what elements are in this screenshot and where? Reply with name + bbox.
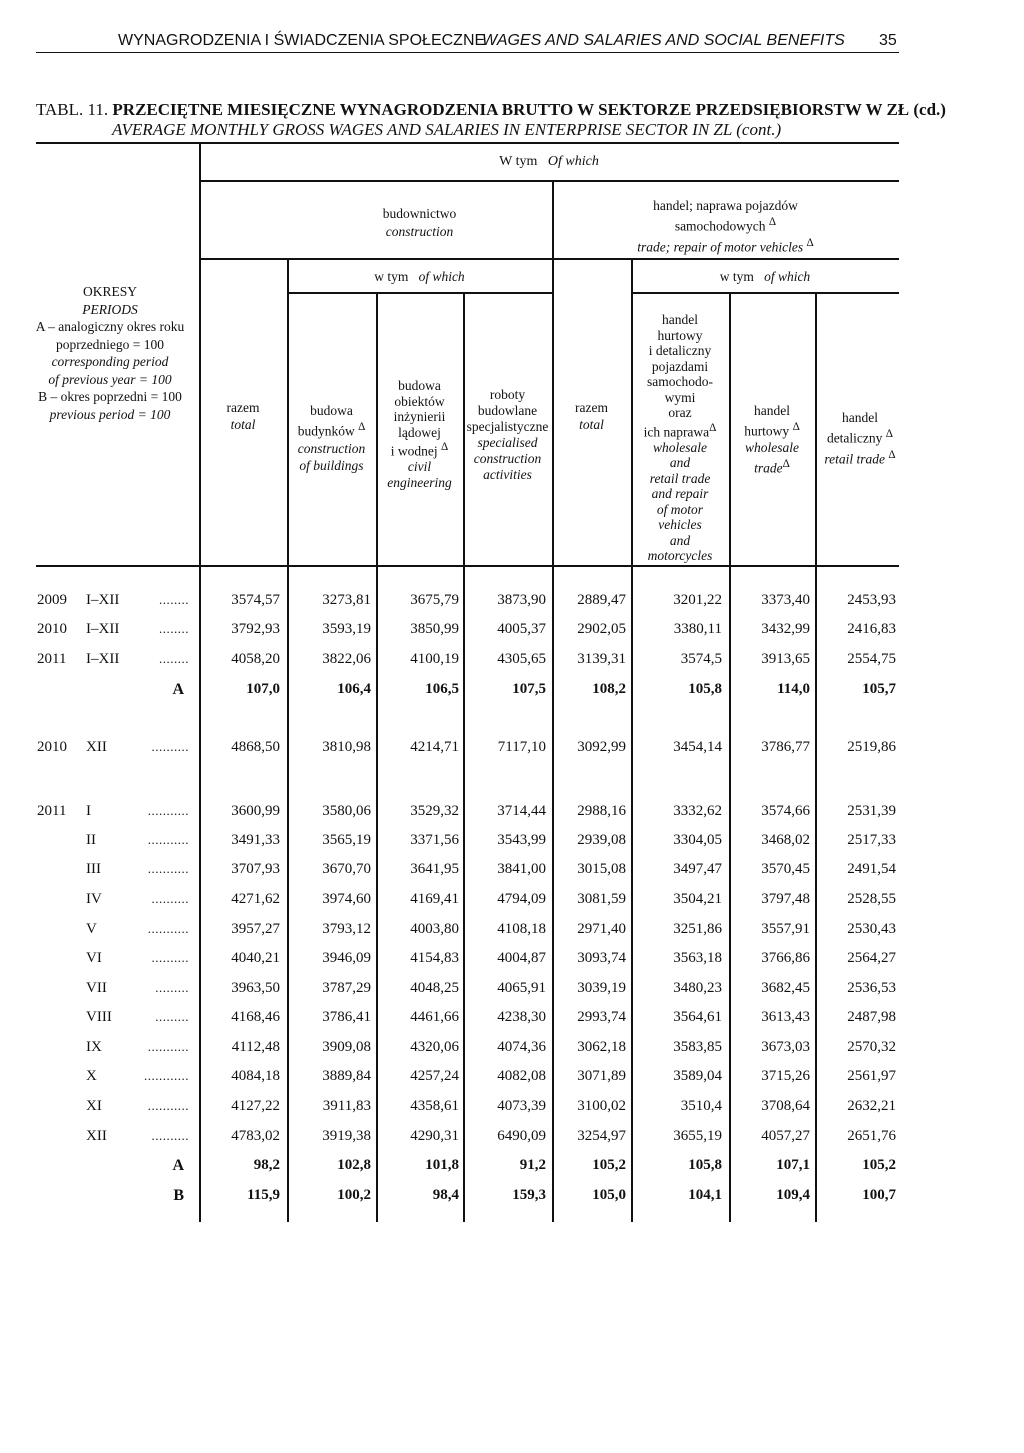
table-cell: 3092,99 xyxy=(577,739,626,755)
table-row xyxy=(0,803,1024,825)
table-cell: 2416,83 xyxy=(847,621,896,637)
rule-h-sub1 xyxy=(287,292,552,294)
table-cell: 2561,97 xyxy=(847,1068,896,1084)
table-cell: 105,2 xyxy=(592,1157,626,1173)
table-cell: 3963,50 xyxy=(231,980,280,996)
table-cell: 105,7 xyxy=(862,681,896,697)
header-construction-of-which: w tym of which xyxy=(374,269,465,284)
row-period: I–XII xyxy=(86,592,120,608)
table-cell: 4783,02 xyxy=(231,1128,280,1144)
table-cell: 3911,83 xyxy=(322,1098,371,1114)
table-cell: 4073,39 xyxy=(497,1098,546,1114)
rule-h-groups xyxy=(199,258,899,260)
table-cell: 3380,11 xyxy=(673,621,722,637)
table-cell: 114,0 xyxy=(777,681,810,697)
table-cell: 4154,83 xyxy=(410,950,459,966)
table-cell: 3510,4 xyxy=(680,1098,722,1114)
table-cell: 2971,40 xyxy=(577,921,626,937)
col-header-wholesale-retail-repair: handel hurtowy i detaliczny pojazdami samochodo- wymi oraz ich naprawa$^\Delta$ wholesale and retail trade and repair of motor vehicles and motorcycles xyxy=(643,312,717,563)
table-cell: 107,5 xyxy=(512,681,546,697)
table-cell: 100,2 xyxy=(337,1187,371,1203)
table-cell: 4048,25 xyxy=(410,980,459,996)
table-cell: 3565,19 xyxy=(322,832,371,848)
table-cell: 3786,41 xyxy=(322,1009,371,1025)
row-leader-dots: ........... xyxy=(147,1098,189,1113)
table-cell: 3841,00 xyxy=(497,861,546,877)
col-header-construction-total: razem total xyxy=(226,400,260,432)
running-header xyxy=(36,30,899,53)
row-leader-dots: ........ xyxy=(159,621,189,636)
row-year: 2011 xyxy=(37,803,67,819)
table-cell: 4058,20 xyxy=(231,651,280,667)
row-leader-dots: ........... xyxy=(147,861,189,876)
table-row xyxy=(0,950,1024,972)
table-cell: 3675,79 xyxy=(410,592,459,608)
table-cell: 107,0 xyxy=(246,681,280,697)
table-cell: 3201,22 xyxy=(673,592,722,608)
table-cell: 3707,93 xyxy=(231,861,280,877)
table-cell: 102,8 xyxy=(337,1157,371,1173)
table-cell: 3580,06 xyxy=(322,803,371,819)
table-cell: 3708,64 xyxy=(761,1098,810,1114)
table-row xyxy=(0,832,1024,854)
table-cell: 2517,33 xyxy=(847,832,896,848)
table-cell: 3913,65 xyxy=(761,651,810,667)
table-row xyxy=(0,1039,1024,1061)
table-cell: 3100,02 xyxy=(577,1098,626,1114)
row-leader-dots: ......... xyxy=(155,1009,189,1024)
table-cell: 98,2 xyxy=(253,1157,280,1173)
table-title-en: AVERAGE MONTHLY GROSS WAGES AND SALARIES IN ENTERPRISE SECTOR IN ZL (cont.) xyxy=(112,120,782,139)
table-cell: 4003,80 xyxy=(410,921,459,937)
table-row xyxy=(0,921,1024,943)
row-leader-dots: ............ xyxy=(144,1068,189,1083)
table-cell: 3563,18 xyxy=(673,950,722,966)
table-cell: 3529,32 xyxy=(410,803,459,819)
rule-h-sub2 xyxy=(631,292,899,294)
col-header-trade-total: razem total xyxy=(575,400,608,432)
table-cell: 4112,48 xyxy=(231,1039,280,1055)
table-cell: 3589,04 xyxy=(673,1068,722,1084)
header-trade-of-which: w tym of which xyxy=(719,269,811,284)
header-construction: budownictwo construction xyxy=(382,206,457,239)
table-cell: 3371,56 xyxy=(410,832,459,848)
header-trade: handel; naprawa pojazdów samochodowych $^\Delta$ trade; repair of motor vehicles $^\Delta$ xyxy=(637,198,814,254)
row-period: X xyxy=(86,1068,97,1084)
table-cell: 3670,70 xyxy=(322,861,371,877)
table-row xyxy=(0,681,1024,703)
table-cell: 2530,43 xyxy=(847,921,896,937)
table-cell: 3071,89 xyxy=(577,1068,626,1084)
row-period: B xyxy=(173,1187,184,1204)
table-cell: 3715,26 xyxy=(761,1068,810,1084)
table-cell: 2528,55 xyxy=(847,891,896,907)
table-row xyxy=(0,1128,1024,1150)
table-cell: 4082,08 xyxy=(497,1068,546,1084)
table-cell: 2453,93 xyxy=(847,592,896,608)
row-period: VII xyxy=(86,980,107,996)
table-cell: 3797,48 xyxy=(761,891,810,907)
table-cell: 4065,91 xyxy=(497,980,546,996)
table-cell: 2536,53 xyxy=(847,980,896,996)
table-row xyxy=(0,1009,1024,1031)
table-cell: 3304,05 xyxy=(673,832,722,848)
table-cell: 91,2 xyxy=(519,1157,546,1173)
row-period: VI xyxy=(86,950,102,966)
row-leader-dots: ........... xyxy=(147,832,189,847)
table-cell: 3600,99 xyxy=(231,803,280,819)
table-cell: 3682,45 xyxy=(761,980,810,996)
table-row xyxy=(0,651,1024,673)
table-cell: 2902,05 xyxy=(577,621,626,637)
table-cell: 3810,98 xyxy=(322,739,371,755)
table-cell: 4305,65 xyxy=(497,651,546,667)
table-cell: 3480,23 xyxy=(673,980,722,996)
table-cell: 4004,87 xyxy=(497,950,546,966)
table-cell: 104,1 xyxy=(688,1187,722,1203)
table-cell: 3332,62 xyxy=(673,803,722,819)
running-header-left: WYNAGRODZENIA I ŚWIADCZENIA SPOŁECZNE xyxy=(118,32,486,49)
table-cell: 105,2 xyxy=(862,1157,896,1173)
table-title-pl xyxy=(36,100,946,120)
table-cell: 3787,29 xyxy=(322,980,371,996)
table-cell: 3793,12 xyxy=(322,921,371,937)
table-cell: 3792,93 xyxy=(231,621,280,637)
table-cell: 159,3 xyxy=(512,1187,546,1203)
title-rule xyxy=(36,142,899,144)
table-cell: 4108,18 xyxy=(497,921,546,937)
table-cell: 2554,75 xyxy=(847,651,896,667)
table-cell: 3093,74 xyxy=(577,950,626,966)
table-cell: 4074,36 xyxy=(497,1039,546,1055)
table-number: TABL. 11. xyxy=(36,100,109,119)
table-row xyxy=(0,891,1024,913)
table-cell: 2487,98 xyxy=(847,1009,896,1025)
table-cell: 107,1 xyxy=(776,1157,810,1173)
table-cell: 106,5 xyxy=(425,681,459,697)
row-leader-dots: ........... xyxy=(147,921,189,936)
table-cell: 3822,06 xyxy=(322,651,371,667)
table-cell: 108,2 xyxy=(592,681,626,697)
table-cell: 3850,99 xyxy=(410,621,459,637)
page-number: 35 xyxy=(879,32,897,49)
table-cell: 4320,06 xyxy=(410,1039,459,1055)
table-cell: 106,4 xyxy=(337,681,371,697)
row-period: XII xyxy=(86,1128,107,1144)
col-header-buildings: budowa budynków $^\Delta$ construction of buildings xyxy=(297,403,366,473)
table-cell: 3081,59 xyxy=(577,891,626,907)
table-cell: 4271,62 xyxy=(231,891,280,907)
table-cell: 3613,43 xyxy=(761,1009,810,1025)
row-period: A xyxy=(172,1157,184,1174)
table-cell: 3254,97 xyxy=(577,1128,626,1144)
table-cell: 3251,86 xyxy=(673,921,722,937)
table-cell: 2491,54 xyxy=(847,861,896,877)
row-leader-dots: .......... xyxy=(151,739,189,754)
row-leader-dots: .......... xyxy=(151,891,189,906)
table-cell: 3593,19 xyxy=(322,621,371,637)
row-leader-dots: ........... xyxy=(147,1039,189,1054)
table-cell: 4168,46 xyxy=(231,1009,280,1025)
table-row xyxy=(0,1187,1024,1209)
table-cell: 4169,41 xyxy=(410,891,459,907)
table-cell: 2564,27 xyxy=(847,950,896,966)
table-cell: 4238,30 xyxy=(497,1009,546,1025)
row-period: IX xyxy=(86,1039,102,1055)
row-period: VIII xyxy=(86,1009,112,1025)
table-row xyxy=(0,1068,1024,1090)
header-of-which: W tym Of which xyxy=(499,154,599,169)
table-cell: 4100,19 xyxy=(410,651,459,667)
table-cell: 105,8 xyxy=(688,1157,722,1173)
table-cell: 2988,16 xyxy=(577,803,626,819)
table-cell: 100,7 xyxy=(862,1187,896,1203)
table-cell: 3714,44 xyxy=(497,803,546,819)
table-cell: 4794,09 xyxy=(497,891,546,907)
table-cell: 109,4 xyxy=(776,1187,810,1203)
table-cell: 3673,03 xyxy=(761,1039,810,1055)
table-row xyxy=(0,592,1024,614)
row-leader-dots: ........... xyxy=(147,803,189,818)
table-cell: 4127,22 xyxy=(231,1098,280,1114)
col-header-civil-engineering: budowa obiektów inżynierii lądowej i wodnej $^\Delta$ civil engineering xyxy=(387,378,452,490)
row-year: 2011 xyxy=(37,651,67,667)
rule-h-ofwhich xyxy=(199,180,899,182)
row-year: 2010 xyxy=(37,621,67,637)
table-cell: 4868,50 xyxy=(231,739,280,755)
table-cell: 3873,90 xyxy=(497,592,546,608)
table-cell: 6490,09 xyxy=(497,1128,546,1144)
row-period: XII xyxy=(86,739,107,755)
row-period: I–XII xyxy=(86,651,120,667)
table-cell: 2939,08 xyxy=(577,832,626,848)
table-cell: 3497,47 xyxy=(673,861,722,877)
table-cell: 101,8 xyxy=(425,1157,459,1173)
table-cell: 3909,08 xyxy=(322,1039,371,1055)
row-leader-dots: ........ xyxy=(159,651,189,666)
table-cell: 3543,99 xyxy=(497,832,546,848)
table-cell: 4290,31 xyxy=(410,1128,459,1144)
table-cell: 2632,21 xyxy=(847,1098,896,1114)
row-leader-dots: .......... xyxy=(151,950,189,965)
table-row xyxy=(0,1157,1024,1179)
table-cell: 3641,95 xyxy=(410,861,459,877)
table-cell: 3574,57 xyxy=(231,592,280,608)
table-cell: 3504,21 xyxy=(673,891,722,907)
table-cell: 4057,27 xyxy=(761,1128,810,1144)
table-cell: 3273,81 xyxy=(322,592,371,608)
table-row xyxy=(0,1098,1024,1120)
row-leader-dots: .......... xyxy=(151,1128,189,1143)
table-cell: 3583,85 xyxy=(673,1039,722,1055)
table-cell: 2519,86 xyxy=(847,739,896,755)
table-cell: 2889,47 xyxy=(577,592,626,608)
table-cell: 105,0 xyxy=(592,1187,626,1203)
table-cell: 3468,02 xyxy=(761,832,810,848)
table-row xyxy=(0,861,1024,883)
table-cell: 3786,77 xyxy=(761,739,810,755)
col-header-wholesale: handel hurtowy $^\Delta$ wholesale trade$^\Delta$ xyxy=(744,403,800,475)
table-cell: 3373,40 xyxy=(761,592,810,608)
table-row xyxy=(0,739,1024,761)
running-header-middle: WAGES AND SALARIES AND SOCIAL BENEFITS xyxy=(482,32,845,49)
row-period: V xyxy=(86,921,97,937)
row-period: A xyxy=(172,681,184,698)
row-period: XI xyxy=(86,1098,102,1114)
col-header-specialised: roboty budowlane specjalistyczne specialised construction activities xyxy=(466,387,549,482)
table-cell: 105,8 xyxy=(688,681,722,697)
row-period: III xyxy=(86,861,101,877)
table-cell: 3015,08 xyxy=(577,861,626,877)
table-cell: 4461,66 xyxy=(410,1009,459,1025)
table-title-pl-text: PRZECIĘTNE MIESIĘCZNE WYNAGRODZENIA BRUTTO W SEKTORZE PRZEDSIĘBIORSTW W ZŁ (cd.) xyxy=(112,100,946,119)
table-cell: 3570,45 xyxy=(761,861,810,877)
table-cell: 4358,61 xyxy=(410,1098,459,1114)
row-year: 2010 xyxy=(37,739,67,755)
table-row xyxy=(0,980,1024,1002)
table-cell: 3039,19 xyxy=(577,980,626,996)
table-cell: 2570,32 xyxy=(847,1039,896,1055)
table-cell: 2651,76 xyxy=(847,1128,896,1144)
row-period: I xyxy=(86,803,91,819)
col-header-retail: handel detaliczny $^\Delta$ retail trade $^\Delta$ xyxy=(824,410,896,466)
row-leader-dots: ......... xyxy=(155,980,189,995)
table-cell: 2993,74 xyxy=(577,1009,626,1025)
row-period: IV xyxy=(86,891,102,907)
table-cell: 4214,71 xyxy=(410,739,459,755)
table-cell: 98,4 xyxy=(432,1187,459,1203)
table-cell: 4257,24 xyxy=(410,1068,459,1084)
row-leader-dots: ........ xyxy=(159,592,189,607)
table-cell: 3454,14 xyxy=(673,739,722,755)
table-cell: 3957,27 xyxy=(231,921,280,937)
stub-header: OKRESY PERIODS A – analogiczny okres roku poprzedniego = 100 corresponding period of previous year = 100 B – okres poprzedni = 100 previous period = 100 xyxy=(35,284,185,422)
table-cell: 3062,18 xyxy=(577,1039,626,1055)
table-cell: 115,9 xyxy=(247,1187,280,1203)
table-cell: 4084,18 xyxy=(231,1068,280,1084)
table-cell: 3919,38 xyxy=(322,1128,371,1144)
row-period: II xyxy=(86,832,96,848)
table-cell: 3491,33 xyxy=(231,832,280,848)
table-cell: 3574,5 xyxy=(680,651,722,667)
table-row xyxy=(0,621,1024,643)
table-cell: 3574,66 xyxy=(761,803,810,819)
row-year: 2009 xyxy=(37,592,67,608)
row-period: I–XII xyxy=(86,621,120,637)
table-cell: 7117,10 xyxy=(497,739,546,755)
table-cell: 3974,60 xyxy=(322,891,371,907)
table-cell: 3139,31 xyxy=(577,651,626,667)
table-cell: 4040,21 xyxy=(231,950,280,966)
table-cell: 3946,09 xyxy=(322,950,371,966)
table-cell: 4005,37 xyxy=(497,621,546,637)
table-cell: 3766,86 xyxy=(761,950,810,966)
table-cell: 3557,91 xyxy=(761,921,810,937)
table-cell: 2531,39 xyxy=(847,803,896,819)
table-cell: 3432,99 xyxy=(761,621,810,637)
table-cell: 3564,61 xyxy=(673,1009,722,1025)
rule-h-header-bottom xyxy=(36,565,899,567)
table-cell: 3655,19 xyxy=(673,1128,722,1144)
table-cell: 3889,84 xyxy=(322,1068,371,1084)
